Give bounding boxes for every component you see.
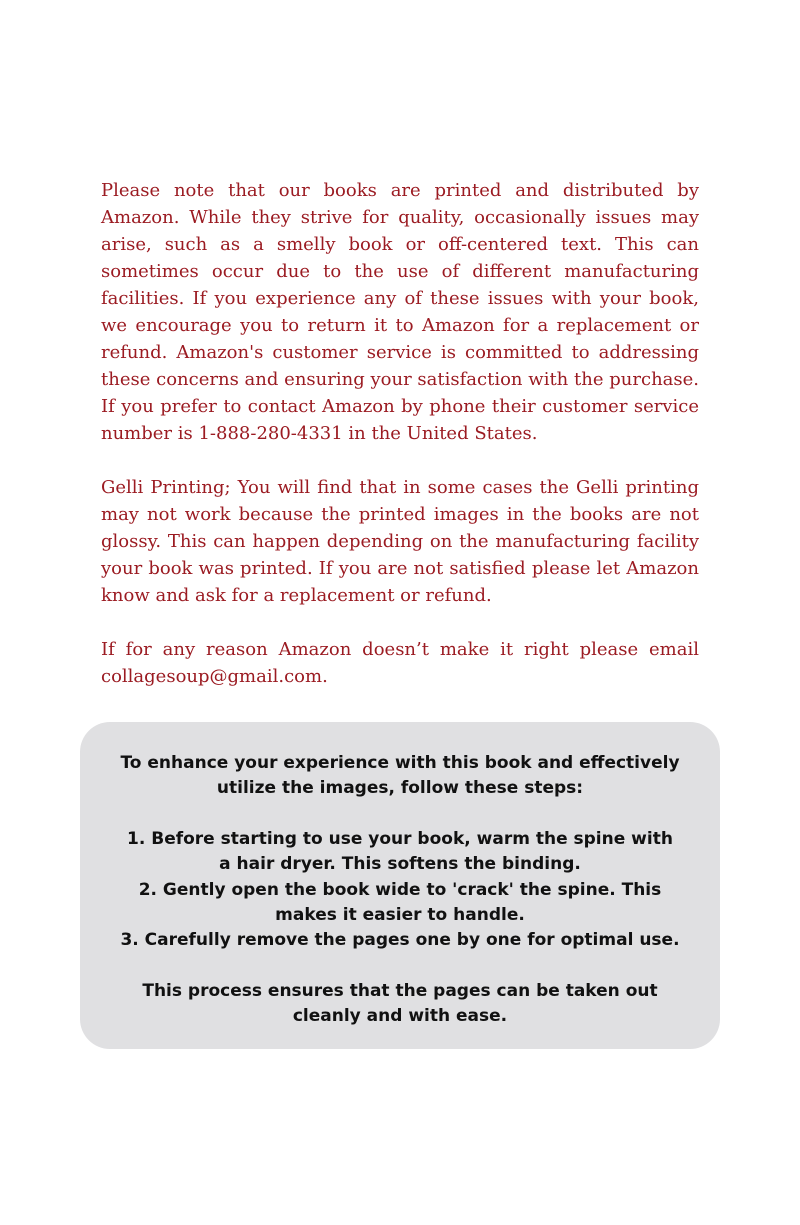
instructions-intro: To enhance your experience with this book and effectively utilize the images, follow these steps: [120, 753, 680, 799]
gelli-printing-paragraph: Gelli Printing; You will find that in some cases the Gelli printing may not work because the printed images in the books are not glossy. This can happen depending on the manufacturing facility your book was printed. If you are not satisfied please let Amazon know and ask for a replacement or refund. [101, 477, 699, 606]
amazon-quality-paragraph: Please note that our books are printed and distributed by Amazon. While they strive for quality, occasionally issues may arise, such as a smelly book or off-centered text. This can sometimes occur due to the use of different manufacturing facilities. If you experience any of these issues with your book, we encourage you to return it to Amazon for a replacement or refund. Amazon's customer service is committed to addressing these concerns and ensuring your satisfaction with the purchase. If you prefer to contact Amazon by phone their customer service number is 1-888-280-4331 in the United States. [101, 180, 699, 444]
instructions-steps [120, 827, 680, 954]
instruction-step: 2. Gently open the book wide to 'crack' the spine. This makes it easier to handle. [138, 879, 662, 926]
usage-instructions-box [80, 722, 720, 1049]
instruction-step: 3. Carefully remove the pages one by one for optimal use. [120, 930, 680, 951]
instruction-step: 1. Before starting to use your book, warm the spine with a hair dryer. This softens the binding. [127, 828, 673, 875]
printing-notes [101, 177, 699, 717]
instructions-closing: This process ensures that the pages can be taken out cleanly and with ease. [142, 980, 658, 1027]
contact-email-paragraph: If for any reason Amazon doesn’t make it right please email collagesoup@gmail.com. [101, 639, 699, 687]
